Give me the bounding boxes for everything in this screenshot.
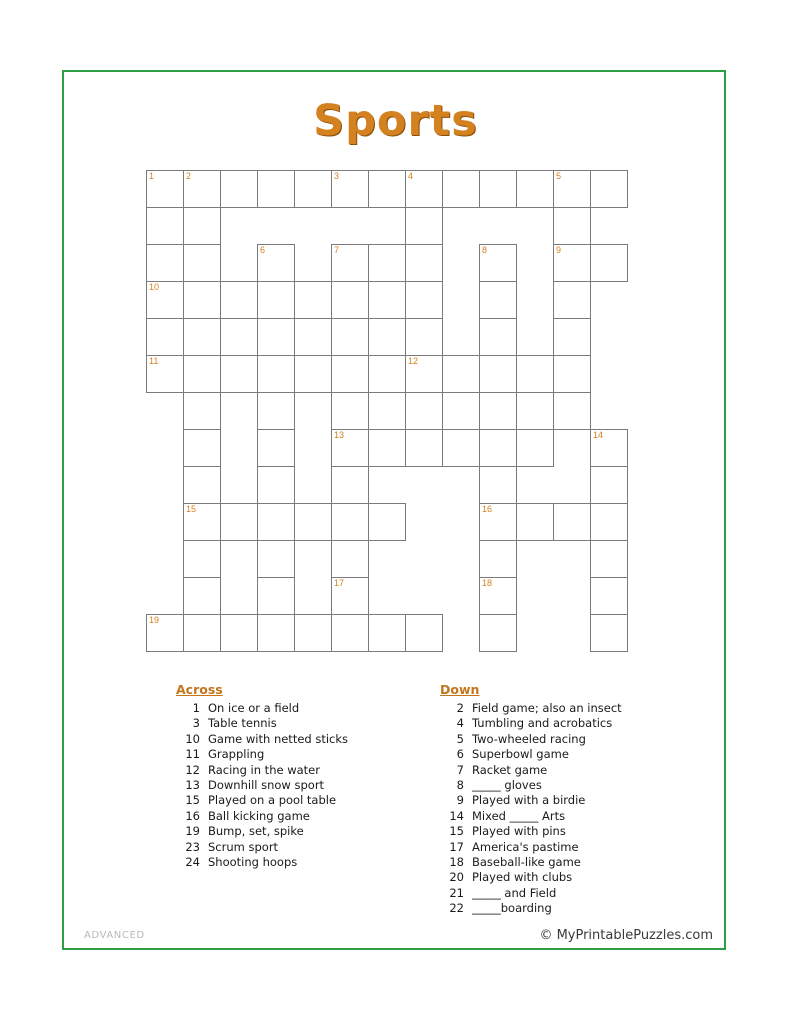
- grid-cell[interactable]: [479, 392, 517, 430]
- grid-cell[interactable]: [516, 503, 554, 541]
- grid-cell[interactable]: [553, 503, 591, 541]
- down-clue-text: Two-wheeled racing: [472, 731, 586, 746]
- grid-cell[interactable]: [479, 614, 517, 652]
- grid-cell-number: 10: [149, 282, 160, 292]
- across-clue-text: Ball kicking game: [208, 808, 310, 823]
- grid-cell[interactable]: [405, 614, 443, 652]
- grid-cell[interactable]: [183, 392, 221, 430]
- grid-cell[interactable]: [405, 355, 443, 393]
- across-clue-item: [176, 732, 426, 747]
- grid-cell-number: 15: [186, 504, 197, 514]
- grid-cell[interactable]: [590, 540, 628, 578]
- grid-cell[interactable]: [294, 355, 332, 393]
- grid-cell-number: 2: [186, 171, 192, 181]
- grid-cell[interactable]: [368, 281, 406, 319]
- across-clue-number: 16: [185, 808, 200, 823]
- down-clue-item: [440, 824, 730, 839]
- crossword-grid[interactable]: [146, 170, 646, 662]
- grid-cell[interactable]: [146, 355, 184, 393]
- grid-cell[interactable]: [442, 429, 480, 467]
- grid-cell[interactable]: [553, 318, 591, 356]
- across-clue-text: On ice or a field: [208, 701, 300, 715]
- down-clue-item: [440, 840, 730, 855]
- across-clue-number: 1: [192, 701, 200, 715]
- down-clue-item: [440, 763, 730, 778]
- grid-cell[interactable]: [183, 318, 221, 356]
- grid-cell-number: 9: [556, 245, 562, 255]
- across-clue-item: [176, 809, 426, 824]
- across-clue-text: Bump, set, spike: [208, 824, 304, 839]
- down-clue-text: Played with pins: [472, 824, 566, 839]
- grid-cell[interactable]: [257, 170, 295, 208]
- down-clue-list: [440, 701, 730, 917]
- grid-cell[interactable]: [368, 503, 406, 541]
- grid-cell[interactable]: [405, 170, 443, 208]
- grid-cell[interactable]: [257, 614, 295, 652]
- grid-cell[interactable]: [146, 614, 184, 652]
- across-clue-number: 19: [185, 824, 200, 839]
- grid-cell[interactable]: [553, 207, 591, 245]
- grid-cell-number: 18: [482, 578, 493, 588]
- down-heading: Down: [440, 682, 480, 697]
- grid-cell[interactable]: [183, 429, 221, 467]
- grid-cell[interactable]: [479, 244, 517, 282]
- grid-cell[interactable]: [331, 614, 369, 652]
- across-clues-column: [176, 682, 426, 870]
- across-clue-item: [176, 778, 426, 793]
- grid-cell[interactable]: [146, 281, 184, 319]
- down-clue-number: 18: [449, 855, 464, 870]
- down-clue-item: [440, 901, 730, 916]
- grid-cell[interactable]: [331, 466, 369, 504]
- grid-cell[interactable]: [183, 355, 221, 393]
- grid-cell[interactable]: [257, 429, 295, 467]
- grid-cell-number: 11: [149, 356, 159, 366]
- grid-cell-number: 19: [149, 615, 160, 625]
- grid-cell[interactable]: [479, 466, 517, 504]
- grid-cell[interactable]: [183, 207, 221, 245]
- grid-cell[interactable]: [590, 170, 628, 208]
- grid-cell[interactable]: [183, 281, 221, 319]
- down-clue-number: 6: [456, 747, 464, 762]
- grid-cell[interactable]: [257, 281, 295, 319]
- down-clue-number: 14: [449, 808, 464, 823]
- grid-cell[interactable]: [516, 355, 554, 393]
- grid-cell-number: 12: [408, 356, 419, 366]
- down-clue-text: _____ and Field: [472, 885, 557, 900]
- grid-cell[interactable]: [220, 355, 258, 393]
- down-clue-number: 8: [456, 778, 464, 793]
- grid-cell-number: 16: [482, 504, 493, 514]
- grid-cell[interactable]: [553, 244, 591, 282]
- grid-cell[interactable]: [183, 170, 221, 208]
- across-clue-item: [176, 747, 426, 762]
- across-clue-number: 3: [192, 716, 200, 731]
- down-clue-number: 21: [449, 885, 464, 900]
- grid-cell[interactable]: [331, 170, 369, 208]
- grid-cell[interactable]: [257, 577, 295, 615]
- down-clue-number: 2: [456, 701, 464, 715]
- down-clue-text: Mixed _____ Arts: [472, 808, 566, 823]
- across-clue-number: 23: [185, 839, 200, 854]
- down-clue-item: [440, 701, 730, 716]
- grid-cell[interactable]: [479, 429, 517, 467]
- down-clue-text: _____boarding: [472, 901, 552, 916]
- down-clue-number: 5: [456, 731, 464, 746]
- grid-cell-number: 5: [556, 171, 562, 181]
- copyright-label: © MyPrintablePuzzles.com: [539, 928, 713, 943]
- down-clues-column: [440, 682, 730, 917]
- grid-cell[interactable]: [405, 318, 443, 356]
- difficulty-label: ADVANCED: [84, 930, 145, 941]
- across-clue-number: 10: [185, 731, 200, 746]
- grid-cell[interactable]: [294, 503, 332, 541]
- across-clue-list: [176, 701, 426, 870]
- grid-cell[interactable]: [331, 244, 369, 282]
- grid-cell[interactable]: [220, 614, 258, 652]
- grid-cell[interactable]: [368, 429, 406, 467]
- across-clue-text: Shooting hoops: [208, 855, 298, 870]
- grid-cell-number: 7: [334, 245, 340, 255]
- across-clue-item: [176, 701, 426, 716]
- grid-cell[interactable]: [590, 614, 628, 652]
- down-clue-number: 15: [449, 824, 464, 839]
- grid-cell[interactable]: [405, 244, 443, 282]
- grid-cell[interactable]: [183, 614, 221, 652]
- down-clue-item: [440, 747, 730, 762]
- grid-cell[interactable]: [331, 392, 369, 430]
- down-clue-text: Played with clubs: [472, 870, 573, 885]
- grid-cell-number: 1: [149, 171, 155, 181]
- grid-cell[interactable]: [516, 429, 554, 467]
- down-clue-text: _____ gloves: [472, 778, 542, 793]
- grid-cell[interactable]: [294, 281, 332, 319]
- grid-cell[interactable]: [590, 503, 628, 541]
- grid-cell[interactable]: [368, 614, 406, 652]
- grid-cell[interactable]: [331, 318, 369, 356]
- grid-cell[interactable]: [220, 281, 258, 319]
- grid-cell-number: 8: [482, 245, 488, 255]
- grid-cell[interactable]: [405, 207, 443, 245]
- grid-cell-number: 6: [260, 245, 266, 255]
- grid-cell[interactable]: [331, 503, 369, 541]
- grid-cell[interactable]: [146, 170, 184, 208]
- grid-cell[interactable]: [479, 577, 517, 615]
- grid-cell[interactable]: [368, 392, 406, 430]
- across-clue-text: Downhill snow sport: [208, 778, 325, 793]
- down-clue-text: Racket game: [472, 762, 548, 777]
- across-clue-text: Scrum sport: [208, 839, 279, 854]
- grid-cell-number: 3: [334, 171, 340, 181]
- across-clue-item: [176, 840, 426, 855]
- down-clue-number: 17: [449, 839, 464, 854]
- across-clue-item: [176, 716, 426, 731]
- down-clue-number: 7: [456, 762, 464, 777]
- grid-cell[interactable]: [590, 244, 628, 282]
- grid-cell-number: 4: [408, 171, 414, 181]
- grid-cell[interactable]: [553, 281, 591, 319]
- across-clue-item: [176, 763, 426, 778]
- grid-cell[interactable]: [257, 355, 295, 393]
- grid-cell[interactable]: [442, 170, 480, 208]
- across-clue-item: [176, 824, 426, 839]
- across-clue-item: [176, 855, 426, 870]
- grid-cell[interactable]: [183, 577, 221, 615]
- down-clue-number: 9: [456, 793, 464, 808]
- grid-cell[interactable]: [183, 503, 221, 541]
- down-clue-item: [440, 778, 730, 793]
- grid-cell-number: 14: [593, 430, 604, 440]
- grid-cell[interactable]: [331, 577, 369, 615]
- grid-cell[interactable]: [590, 577, 628, 615]
- grid-cell[interactable]: [331, 281, 369, 319]
- down-clue-number: 4: [456, 716, 464, 731]
- across-clue-number: 11: [185, 747, 200, 762]
- grid-cell[interactable]: [183, 244, 221, 282]
- grid-cell[interactable]: [220, 170, 258, 208]
- down-clue-item: [440, 870, 730, 885]
- grid-cell[interactable]: [257, 540, 295, 578]
- grid-cell[interactable]: [368, 244, 406, 282]
- across-heading: Across: [176, 682, 223, 697]
- down-clue-number: 20: [449, 870, 464, 885]
- grid-cell[interactable]: [146, 318, 184, 356]
- grid-cell[interactable]: [405, 392, 443, 430]
- down-clue-text: Tumbling and acrobatics: [472, 716, 613, 731]
- across-clue-text: Racing in the water: [208, 762, 320, 777]
- down-clue-item: [440, 732, 730, 747]
- down-clue-text: Field game; also an insect: [472, 701, 622, 715]
- grid-cell[interactable]: [405, 281, 443, 319]
- down-clue-item: [440, 809, 730, 824]
- grid-cell[interactable]: [442, 355, 480, 393]
- grid-cell[interactable]: [405, 429, 443, 467]
- across-clue-text: Played on a pool table: [208, 793, 337, 808]
- grid-cell[interactable]: [553, 392, 591, 430]
- across-clue-text: Game with netted sticks: [208, 731, 349, 746]
- grid-cell[interactable]: [553, 355, 591, 393]
- down-clue-text: Played with a birdie: [472, 793, 586, 808]
- grid-cell[interactable]: [553, 170, 591, 208]
- grid-cell[interactable]: [257, 392, 295, 430]
- across-clue-number: 12: [185, 762, 200, 777]
- grid-cell[interactable]: [590, 429, 628, 467]
- down-clue-item: [440, 716, 730, 731]
- grid-cell[interactable]: [479, 170, 517, 208]
- grid-cell[interactable]: [479, 281, 517, 319]
- grid-cell[interactable]: [479, 355, 517, 393]
- grid-cell[interactable]: [220, 503, 258, 541]
- grid-cell[interactable]: [146, 207, 184, 245]
- across-clue-text: Table tennis: [208, 716, 277, 731]
- down-clue-number: 22: [449, 901, 464, 916]
- down-clue-item: [440, 793, 730, 808]
- grid-cell[interactable]: [479, 540, 517, 578]
- down-clue-text: America's pastime: [472, 839, 579, 854]
- down-clue-item: [440, 855, 730, 870]
- grid-cell[interactable]: [257, 503, 295, 541]
- grid-cell[interactable]: [294, 614, 332, 652]
- grid-cell[interactable]: [257, 244, 295, 282]
- across-clue-text: Grappling: [208, 747, 265, 762]
- grid-cell[interactable]: [590, 466, 628, 504]
- down-clue-text: Superbowl game: [472, 747, 569, 762]
- grid-cell[interactable]: [146, 244, 184, 282]
- across-clue-number: 15: [185, 793, 200, 808]
- grid-cell-number: 17: [334, 578, 345, 588]
- grid-cell[interactable]: [331, 355, 369, 393]
- grid-cell[interactable]: [257, 318, 295, 356]
- clues-section: [0, 682, 791, 916]
- grid-cell[interactable]: [257, 466, 295, 504]
- grid-cell-number: 13: [334, 430, 345, 440]
- grid-cell[interactable]: [368, 355, 406, 393]
- grid-cell[interactable]: [368, 170, 406, 208]
- grid-cell[interactable]: [294, 170, 332, 208]
- down-clue-item: [440, 886, 730, 901]
- page-title: Sports: [313, 96, 478, 146]
- grid-cell[interactable]: [183, 466, 221, 504]
- across-clue-number: 13: [185, 778, 200, 793]
- across-clue-item: [176, 793, 426, 808]
- grid-cell[interactable]: [516, 170, 554, 208]
- grid-cell[interactable]: [183, 540, 221, 578]
- down-clue-text: Baseball-like game: [472, 855, 581, 870]
- grid-cell[interactable]: [479, 503, 517, 541]
- grid-cell[interactable]: [331, 540, 369, 578]
- grid-cell[interactable]: [331, 429, 369, 467]
- across-clue-number: 24: [185, 855, 200, 870]
- grid-cell[interactable]: [479, 318, 517, 356]
